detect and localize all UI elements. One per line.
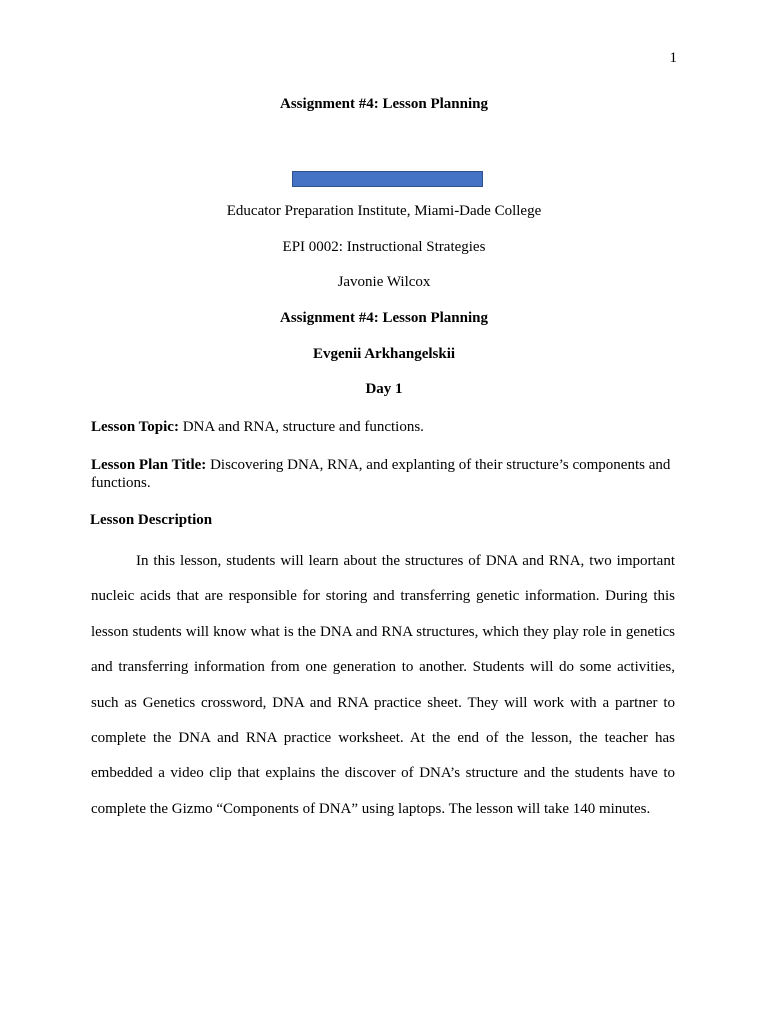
lesson-plan-title: [91, 456, 675, 492]
header-title: Assignment #4: Lesson Planning: [280, 96, 488, 112]
lesson-topic: [91, 418, 675, 436]
assignment-title: Assignment #4: Lesson Planning: [280, 310, 488, 326]
course-name: EPI 0002: Instructional Strategies: [282, 239, 486, 255]
lesson-description-heading: Lesson Description: [90, 512, 213, 528]
page-number: 1: [669, 50, 677, 66]
student-name: Evgenii Arkhangelskii: [312, 346, 456, 362]
lesson-description-body: In this lesson, students will learn about the structures of DNA and RNA, two important nucleic acids that are responsible for storing and transferring genetic information. During this lesson students will know what is the DNA and RNA structures, which they play role in genetics and transferring information from one generation to another. Students will do some activities, such as Genetics crossword, DNA and RNA practice sheet. They will work with a partner to complete the DNA and RNA practice worksheet. At the end of the lesson, the teacher has embedded a video clip that explains the discover of DNA’s structure and the students have to complete the Gizmo “Components of DNA” using laptops. The lesson will take 140 minutes.: [91, 553, 675, 817]
day-label: Day 1: [365, 381, 403, 397]
lesson-plan-title-label: Lesson Plan Title:: [91, 457, 207, 473]
blue-placeholder-bar: [292, 171, 483, 187]
lesson-topic-value: DNA and RNA, structure and functions.: [178, 419, 424, 435]
lesson-plan-title-value: Discovering DNA, RNA, and explanting of their structure’s components and functions.: [91, 457, 671, 491]
instructor-name: Javonie Wilcox: [337, 274, 431, 290]
institute-name: Educator Preparation Institute, Miami-Dade College: [226, 203, 542, 219]
lesson-topic-label: Lesson Topic:: [91, 419, 179, 435]
